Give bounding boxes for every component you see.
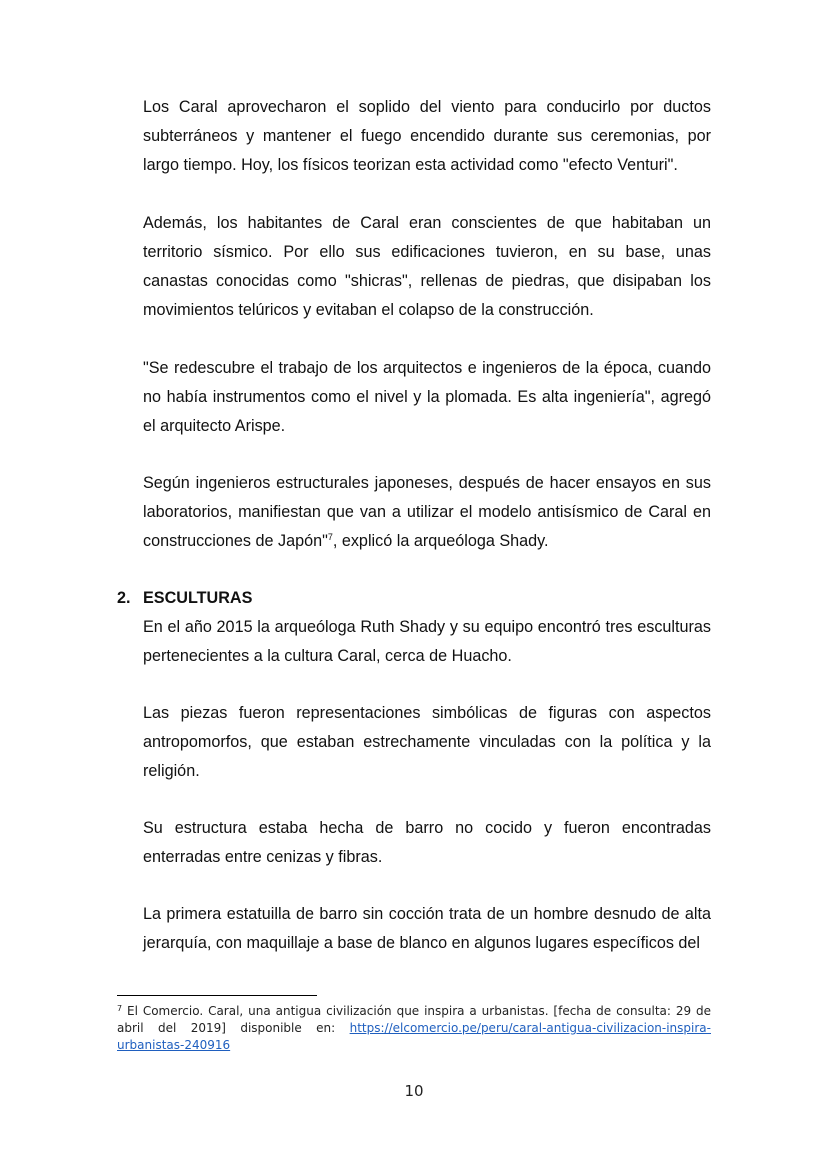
paragraph-venturi: Los Caral aprovecharon el soplido del viento para conducirlo por ductos subterráneos y mantener el fuego encendido durante sus ceremonias, por largo tiempo. Hoy, los físicos teorizan esta actividad como "efecto Venturi". [143,98,711,174]
section-heading [117,584,252,613]
footnote-link[interactable]: https://elcomercio.pe/peru/caral-antigua-civilizacion-inspira-urbanistas-240916 [117,1021,711,1052]
section-title: ESCULTURAS [143,589,253,607]
footnote-marker: 7 [117,1004,123,1013]
paragraph-first-statuette: La primera estatuilla de barro sin cocción trata de un hombre desnudo de alta jerarquía, con maquillaje a base de blanco en algunos lugares específicos del [143,905,711,952]
paragraph-discovery: En el año 2015 la arqueóloga Ruth Shady y su equipo encontró tres esculturas pertenecientes a la cultura Caral, cerca de Huacho. [143,618,711,665]
footnote-separator [117,995,317,996]
footnote-reference[interactable]: 7 [327,532,333,542]
paragraph-japan-text: Según ingenieros estructurales japoneses, después de hacer ensayos en sus laboratorios, manifiestan que van a utilizar el modelo antisísmico de Caral en construcciones de Japón" [143,474,711,550]
paragraph-pieces: Las piezas fueron representaciones simbólicas de figuras con aspectos antropomorfos, que estaban estrechamente vinculadas con la política y la religión. [143,704,711,780]
paragraph-japan [143,469,711,556]
paragraph-japan-tail: , explicó la arqueóloga Shady. [332,532,549,550]
footnote-text: El Comercio. Caral, una antigua civilización que inspira a urbanistas. [fecha de consulta: 29 de abril del 2019] disponible en: [117,1004,711,1035]
page-number: 10 [404,1082,424,1100]
paragraph-arispe-quote: "Se redescubre el trabajo de los arquitectos e ingenieros de la época, cuando no había instrumentos como el nivel y la plomada. Es alta ingeniería", agregó el arquitecto Arispe. [143,359,711,435]
footnote [117,1003,711,1054]
paragraph-structure: Su estructura estaba hecha de barro no cocido y fueron encontradas enterradas entre cenizas y fibras. [143,819,711,866]
section-number: 2. [117,589,131,607]
paragraph-shicras: Además, los habitantes de Caral eran conscientes de que habitaban un territorio sísmico. Por ello sus edificaciones tuvieron, en su base, unas canastas conocidas como "shicras", rellenas de piedras, que disipaban los movimientos telúricos y evitaban el colapso de la construcción. [143,214,711,319]
